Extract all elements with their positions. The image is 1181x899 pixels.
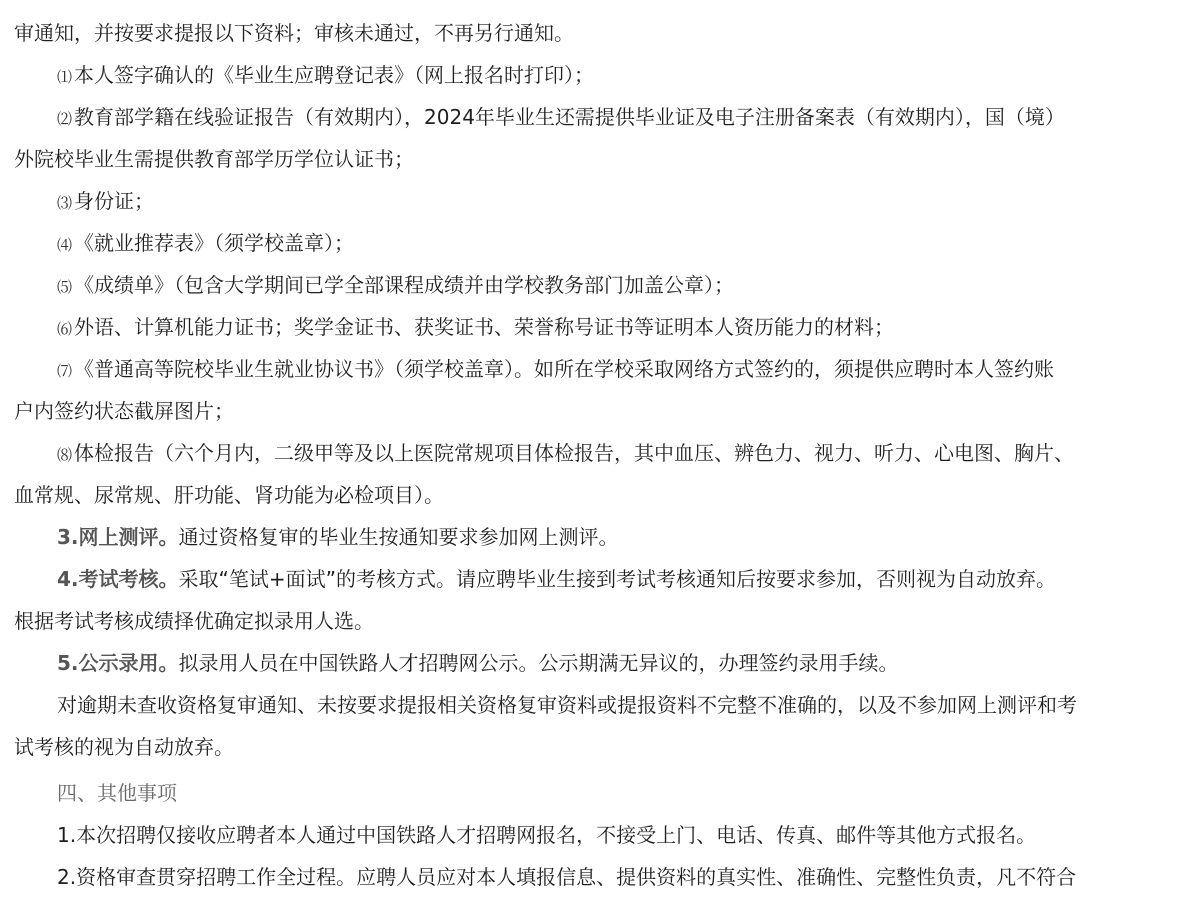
step-paragraph bbox=[57, 516, 1181, 558]
line-text: 根据考试考核成绩择优确定拟录用人选。 bbox=[14, 609, 374, 633]
list-item bbox=[57, 306, 1181, 348]
line-text: 户内签约状态截屏图片； bbox=[14, 399, 234, 423]
item-number: ⑷ bbox=[57, 236, 73, 254]
item-text: 本人签字确认的《毕业生应聘登记表》（网上报名时打印）； bbox=[74, 63, 595, 87]
step-text: 通过资格复审的毕业生按通知要求参加网上测评。 bbox=[178, 525, 619, 549]
item-text: 《成绩单》（包含大学期间已学全部课程成绩并由学校教务部门加盖公章）； bbox=[74, 273, 735, 297]
paragraph-line bbox=[57, 684, 1181, 726]
line-text: 血常规、尿常规、肝功能、肾功能为必检项目）。 bbox=[14, 483, 444, 507]
paragraph-line bbox=[14, 12, 1181, 54]
step-paragraph bbox=[57, 642, 1181, 684]
section-title: 四、其他事项 bbox=[57, 781, 177, 805]
step-label: 3.网上测评。 bbox=[57, 525, 179, 549]
section-heading bbox=[57, 772, 1181, 814]
step-text: 拟录用人员在中国铁路人才招聘网公示。公示期满无异议的，办理签约录用手续。 bbox=[178, 651, 899, 675]
item-number: ⑺ bbox=[57, 362, 73, 380]
line-text: 试考核的视为自动放弃。 bbox=[14, 735, 234, 759]
list-item bbox=[57, 54, 1181, 96]
step-text: 采取“笔试+面试”的考核方式。请应聘毕业生接到考试考核通知后按要求参加，否则视为自动放弃。 bbox=[178, 567, 1056, 591]
item-text: 教育部学籍在线验证报告（有效期内），2024年毕业生还需提供毕业证及电子注册备案表（有效期内），国（境） bbox=[74, 105, 1065, 129]
item-text: 《就业推荐表》（须学校盖章）； bbox=[74, 231, 355, 255]
item-number: ⑹ bbox=[57, 320, 73, 338]
paragraph-line bbox=[14, 138, 1181, 180]
item-text: 《普通高等院校毕业生就业协议书》（须学校盖章）。如所在学校采取网络方式签约的，须提供应聘时本人签约账 bbox=[74, 357, 1055, 381]
line-text: 外院校毕业生需提供教育部学历学位认证书； bbox=[14, 147, 414, 171]
paragraph-line bbox=[57, 814, 1181, 856]
list-item bbox=[57, 96, 1181, 138]
step-label: 5.公示录用。 bbox=[57, 651, 179, 675]
item-number: ⑻ bbox=[57, 446, 73, 464]
line-text: 对逾期未查收资格复审通知、未按要求提报相关资格复审资料或提报资料不完整不准确的，以及不参加网上测评和考 bbox=[57, 693, 1077, 717]
line-text: 审通知，并按要求提报以下资料；审核未通过，不再另行通知。 bbox=[14, 21, 574, 45]
list-item bbox=[57, 222, 1181, 264]
item-text: 体检报告（六个月内，二级甲等及以上医院常规项目体检报告，其中血压、辨色力、视力、听力、心电图、胸片、 bbox=[74, 441, 1075, 465]
paragraph-line bbox=[14, 390, 1181, 432]
step-paragraph bbox=[57, 558, 1181, 600]
line-text: 1.本次招聘仅接收应聘者本人通过中国铁路人才招聘网报名，不接受上门、电话、传真、邮件等其他方式报名。 bbox=[57, 823, 1037, 847]
paragraph-line bbox=[57, 856, 1181, 898]
item-text: 身份证； bbox=[74, 189, 155, 213]
list-item bbox=[57, 180, 1181, 222]
list-item bbox=[57, 432, 1181, 474]
item-number: ⑵ bbox=[57, 110, 73, 128]
item-number: ⑶ bbox=[57, 194, 73, 212]
item-text: 外语、计算机能力证书；奖学金证书、获奖证书、荣誉称号证书等证明本人资历能力的材料； bbox=[74, 315, 895, 339]
item-number: ⑸ bbox=[57, 278, 73, 296]
list-item bbox=[57, 264, 1181, 306]
paragraph-line bbox=[14, 600, 1181, 642]
item-number: ⑴ bbox=[57, 68, 73, 86]
list-item bbox=[57, 348, 1181, 390]
paragraph-line bbox=[14, 474, 1181, 516]
paragraph-line bbox=[14, 726, 1181, 768]
step-label: 4.考试考核。 bbox=[57, 567, 179, 591]
line-text: 2.资格审查贯穿招聘工作全过程。应聘人员应对本人填报信息、提供资料的真实性、准确性、完整性负责，凡不符合 bbox=[57, 865, 1077, 889]
